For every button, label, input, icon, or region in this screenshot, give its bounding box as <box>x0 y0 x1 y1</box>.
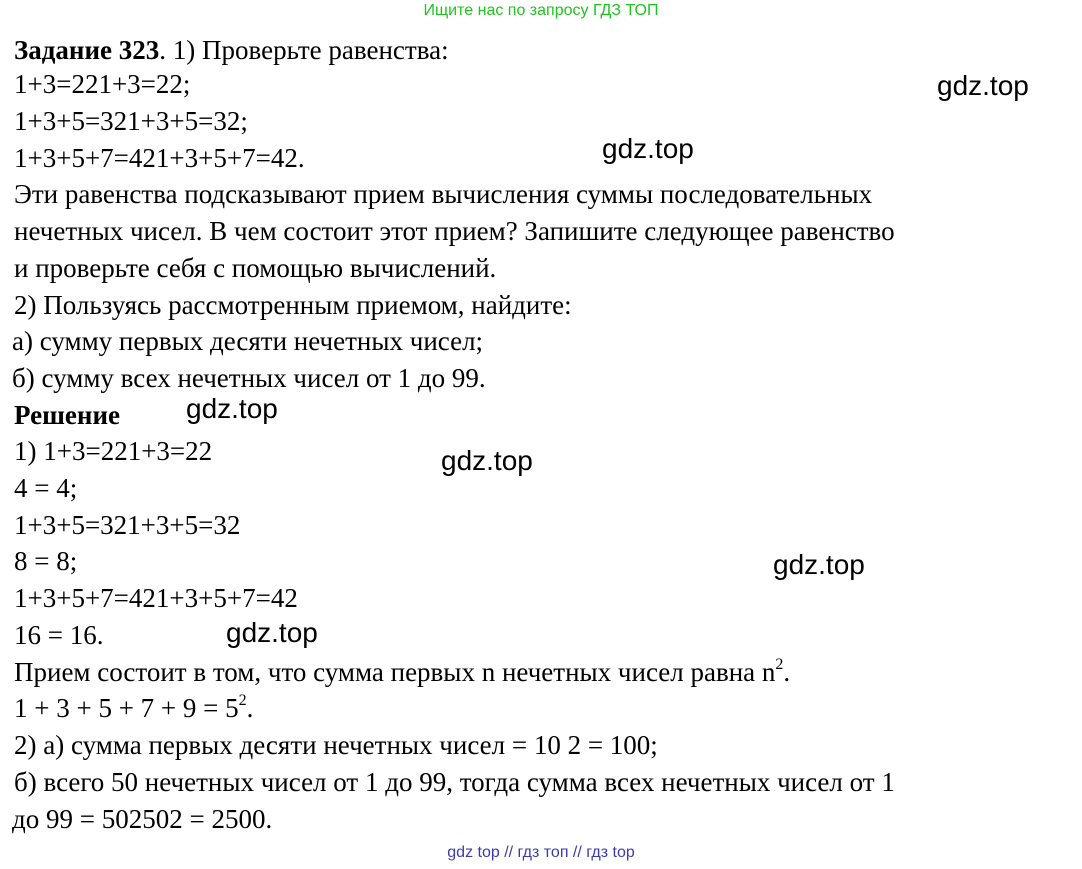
task-title: Задание 323 <box>14 35 160 65</box>
footer-links: gdz top // гдз топ // гдз top <box>447 844 635 861</box>
solution-line-8-exponent: 2 <box>238 692 247 709</box>
task-question-a: а) сумму первых десяти нечетных чисел; <box>12 326 484 356</box>
watermark: gdz.top <box>773 549 865 580</box>
task-question-2: 2) Пользуясь рассмотренным приемом, найдите: <box>14 290 572 320</box>
watermark: gdz.top <box>186 393 278 424</box>
solution-line-10: б) всего 50 нечетных чисел от 1 до 99, тогда сумма всех нечетных чисел от 1 <box>14 767 895 797</box>
task-title-rest: . 1) Проверьте равенства: <box>159 35 449 65</box>
task-paragraph-line-2: нечетных чисел. В чем состоит этот прием? Запишите следующее равенство <box>14 216 895 246</box>
watermark: gdz.top <box>441 445 533 476</box>
solution-line-6: 16 = 16. <box>14 620 104 650</box>
solution-line-3: 1+3+5=321+3+5=32 <box>14 510 241 540</box>
solution-line-7-text: Прием состоит в том, что сумма первых n нечетных чисел равна n <box>14 657 776 687</box>
solution-line-5: 1+3+5+7=421+3+5+7=42 <box>14 583 298 613</box>
watermark: gdz.top <box>226 617 318 648</box>
task-equation-3: 1+3+5+7=421+3+5+7=42. <box>14 143 305 173</box>
task-question-b: б) сумму всех нечетных чисел от 1 до 99. <box>12 363 486 393</box>
search-banner: Ищите нас по запросу ГДЗ ТОП <box>423 2 659 19</box>
solution-line-9: 2) а) сумма первых десяти нечетных чисел = 10 2 = 100; <box>14 730 658 760</box>
solution-heading <box>14 399 120 431</box>
task-equation-1: 1+3=221+3=22; <box>14 69 191 99</box>
solution-line-7 <box>14 656 790 688</box>
solution-heading-text: Решение <box>14 400 120 430</box>
solution-line-8-text: 1 + 3 + 5 + 7 + 9 = 5 <box>14 693 239 723</box>
solution-line-7-end: . <box>783 657 791 687</box>
watermark: gdz.top <box>937 70 1029 101</box>
solution-line-1: 1) 1+3=221+3=22 <box>14 436 213 466</box>
solution-line-11: до 99 = 502502 = 2500. <box>12 804 273 834</box>
solution-line-7-exponent: 2 <box>775 656 784 673</box>
task-equation-2: 1+3+5=321+3+5=32; <box>14 106 248 136</box>
solution-line-8-end: . <box>246 693 254 723</box>
task-paragraph-line-3: и проверьте себя с помощью вычислений. <box>14 253 497 283</box>
watermark: gdz.top <box>602 133 694 164</box>
solution-line-4: 8 = 8; <box>14 546 78 576</box>
task-title-line <box>14 34 449 66</box>
solution-line-2: 4 = 4; <box>14 473 78 503</box>
solution-line-8 <box>14 692 253 724</box>
task-paragraph-line-1: Эти равенства подсказывают прием вычисления суммы последовательных <box>14 179 873 209</box>
